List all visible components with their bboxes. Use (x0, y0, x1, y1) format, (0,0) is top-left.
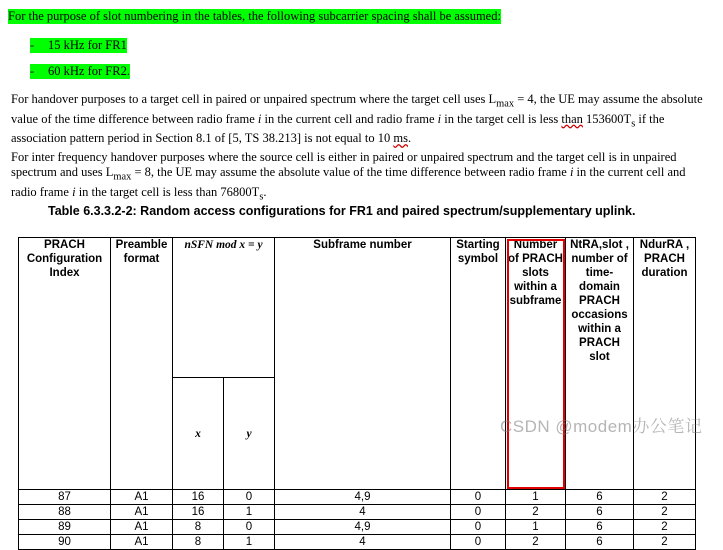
random-access-config-table (18, 237, 696, 550)
header-duration: NdurRA , PRACH duration (634, 238, 696, 490)
table-row: 88 A1 16 1 4 0 2 6 2 (19, 505, 696, 520)
bullet-fr1: - 15 kHz for FR1 (30, 38, 127, 52)
spell-check-word: than (561, 111, 583, 126)
header-subframe-number: Subframe number (275, 238, 451, 490)
header-nsfn-mod: nSFN mod x = y (173, 238, 275, 378)
header-preamble-format: Preamble format (111, 238, 173, 490)
table-caption: Table 6.3.3.2-2: Random access configurations for FR1 and paired spectrum/supplementary uplink. (48, 204, 636, 218)
spell-check-word: ms (393, 131, 408, 145)
header-td-occasions: NtRA,slot , number of time-domain PRACH occasions within a PRACH slot (566, 238, 634, 490)
slot-numbering-line (8, 9, 501, 24)
table-row: 90 A1 8 1 4 0 2 6 2 (19, 535, 696, 550)
table-row: 87 A1 16 0 4,9 0 1 6 2 (19, 490, 696, 505)
highlighted-text: For the purpose of slot numbering in the tables, the following subcarrier spacing shall be assumed: (8, 9, 501, 23)
bullet-fr2: - 60 kHz for FR2. (30, 64, 130, 78)
inter-frequency-paragraph: For inter frequency handover purposes where the source cell is either in paired or unpaired spectrum and the target cell is in unpaired spectrum and uses $L_{max} = 8$, the UE may assume the absolute value of the time difference between radio frame i in the current cell and radio frame i in the target cell is less than $76800T_s$. (11, 150, 686, 202)
handover-paragraph: For handover purposes to a target cell in paired or unpaired spectrum where the target cell uses $L_{max} = 4$, the UE may assume the absolute value of the time difference between radio frame i in the current cell and radio frame i in the target cell is less than $153600T_s$ if the association pattern period in Section 8.1 of [5, TS 38.213] is not equal to 10 ms. (11, 92, 703, 145)
header-slots-within-subframe: Number of PRACH slots within a subframe (506, 238, 566, 490)
watermark: CSDN @modem办公笔记 (500, 417, 703, 436)
table-row: 89 A1 8 0 4,9 0 1 6 2 (19, 520, 696, 535)
header-prach-index: PRACH Configuration Index (19, 238, 111, 490)
header-y: y (224, 378, 275, 490)
header-starting-symbol: Starting symbol (451, 238, 506, 490)
header-x: x (173, 378, 224, 490)
